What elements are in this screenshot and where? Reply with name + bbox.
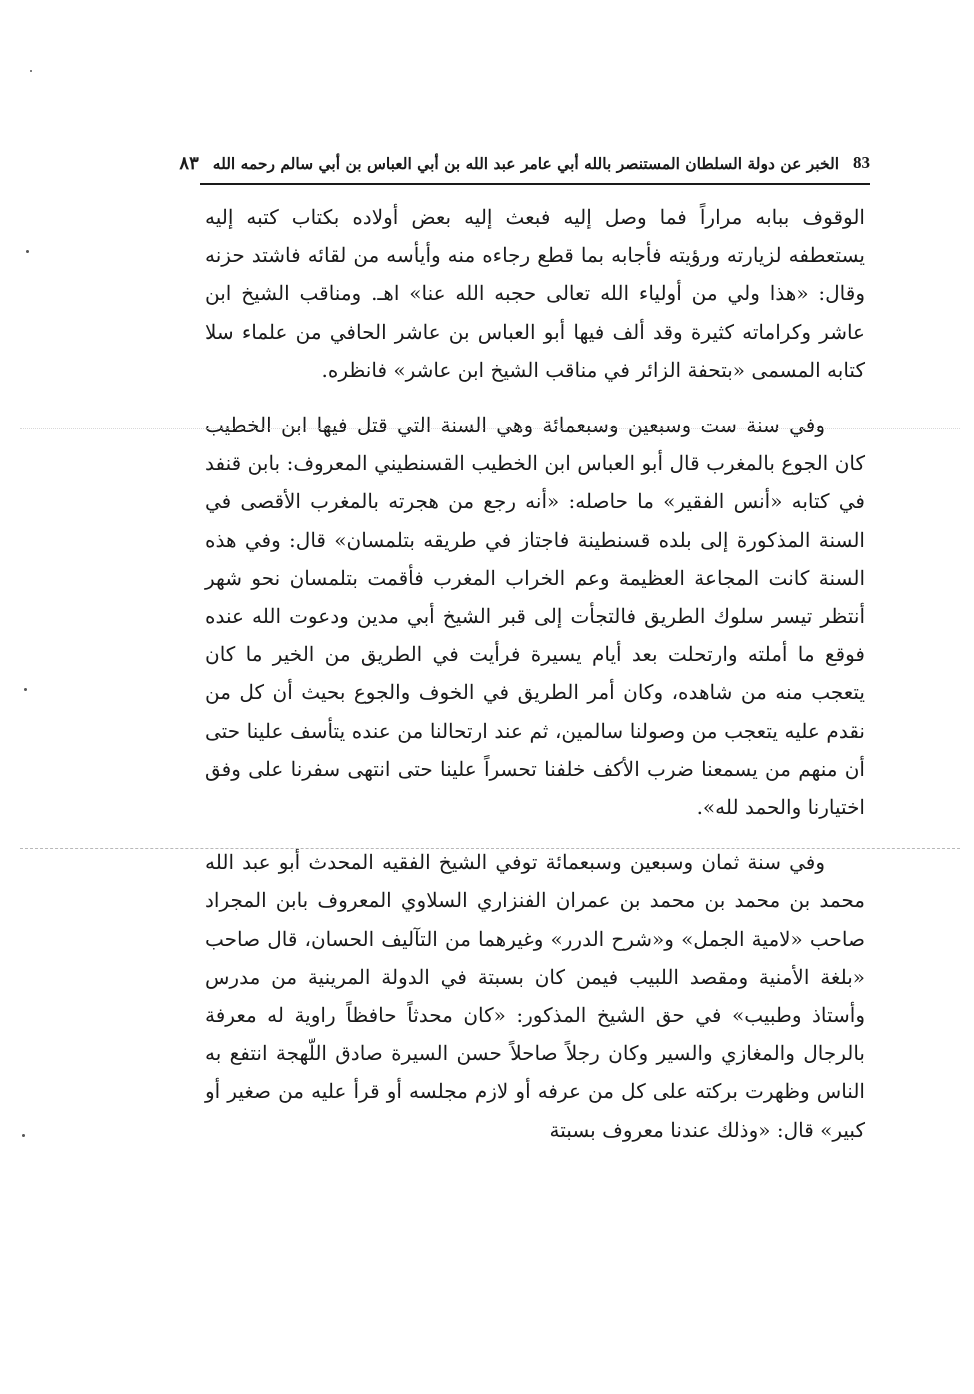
paragraph-2: وفي سنة ست وسبعين وسبعمائة وهي السنة التي قتل فيها ابن الخطيب كان الجوع بالمغرب قال أبو العباس ابن الخطيب القسنطيني المعروف: بابن قنفد في كتابه «أنس الفقير» ما حاصله: «أنه رجع من هجرته بالمغرب الأقصى في السنة المذكورة إلى بلده قسنطينة فاجتاز في طريقه بتلمسان» قال: وفي هذه السنة كانت المجاعة العظيمة وعم الخراب المغرب فأقمت بتلمسان نحو شهر أنتظر تيسر سلوك الطريق فالتجأت إلى قبر الشيخ أبي مدين ودعوت الله عنده فوقع ما أملته وارتحلت بعد أيام يسيرة فرأيت في الطريق من الخير ما كان يتعجب منه من شاهده، وكان أمر الطريق في الخوف والجوع بحيث أن كل من نقدم عليه يتعجب من وصولنا سالمين، ثم عند ارتحالنا من عنده يتأسف علينا حتى أن منهم من يسمعنا ضرب الأكف خلفنا تحسراً علينا حتى انتهى سفرنا على وفق اختيارنا والحمد لله». xyxy=(205,413,865,820)
scan-speck xyxy=(22,1134,25,1137)
scan-artifact-line xyxy=(20,428,960,429)
body-text xyxy=(205,198,865,1149)
scan-speck xyxy=(30,70,32,72)
scan-speck xyxy=(24,688,27,691)
paragraph-3: وفي سنة ثمان وسبعين وسبعمائة توفي الشيخ الفقيه المحدث أبو عبد الله محمد بن محمد بن محمد بن عمران الفنزاري السلاوي المعروف بابن المجراد صاحب «لامية الجمل» و«شرح الدرر» وغيرهما من التآليف الحسان، قال صاحب «بلغة الأمنية ومقصد اللبيب فيمن كان بسبتة في الدولة المرينية من مدرس وأستاذ وطبيب» في حق الشيخ المذكور: «كان محدثاً حافظاً راوية له معرفة بالرجال والمغازي والسير وكان رجلاً صاحلاً حسن السيرة صادق اللّهجة انتفع به الناس وظهرت بركته على كل من عرفه أو لازم مجلسه أو قرأ عليه من صغير أو كبير» قال: «وذلك عندنا معروف بسبتة xyxy=(205,850,865,1142)
scan-speck xyxy=(26,250,29,253)
running-header xyxy=(179,145,870,181)
page-number-arabic: ٨٣ xyxy=(179,152,199,174)
running-title: الخبر عن دولة السلطان المستنصر بالله أبي عامر عبد الله بن أبي العباس بن أبي سالم رحمه الله xyxy=(212,153,839,173)
page-number-latin: 83 xyxy=(853,153,870,172)
header-rule xyxy=(200,183,870,185)
paragraph-1: الوقوف ببابه مراراً فما وصل إليه فبعث إليه بعض أولاده بكتاب كتبه إليه يستعطفه لزيارته ورؤيته فأجابه بما قطع رجاءه منه وأيأسه من لقائه فاشتد حزنه وقال: «هذا ولي من أولياء الله تعالى حجبه الله عنا» اهـ. ومناقب الشيخ ابن عاشر وكراماته كثيرة وقد ألف فيها أبو العباس بن عاشر الحافي من علماء سلا كتابه المسمى «بتحفة الزائر في مناقب الشيخ ابن عاشر» فانظره. xyxy=(205,205,865,382)
scan-artifact-line xyxy=(20,848,960,849)
